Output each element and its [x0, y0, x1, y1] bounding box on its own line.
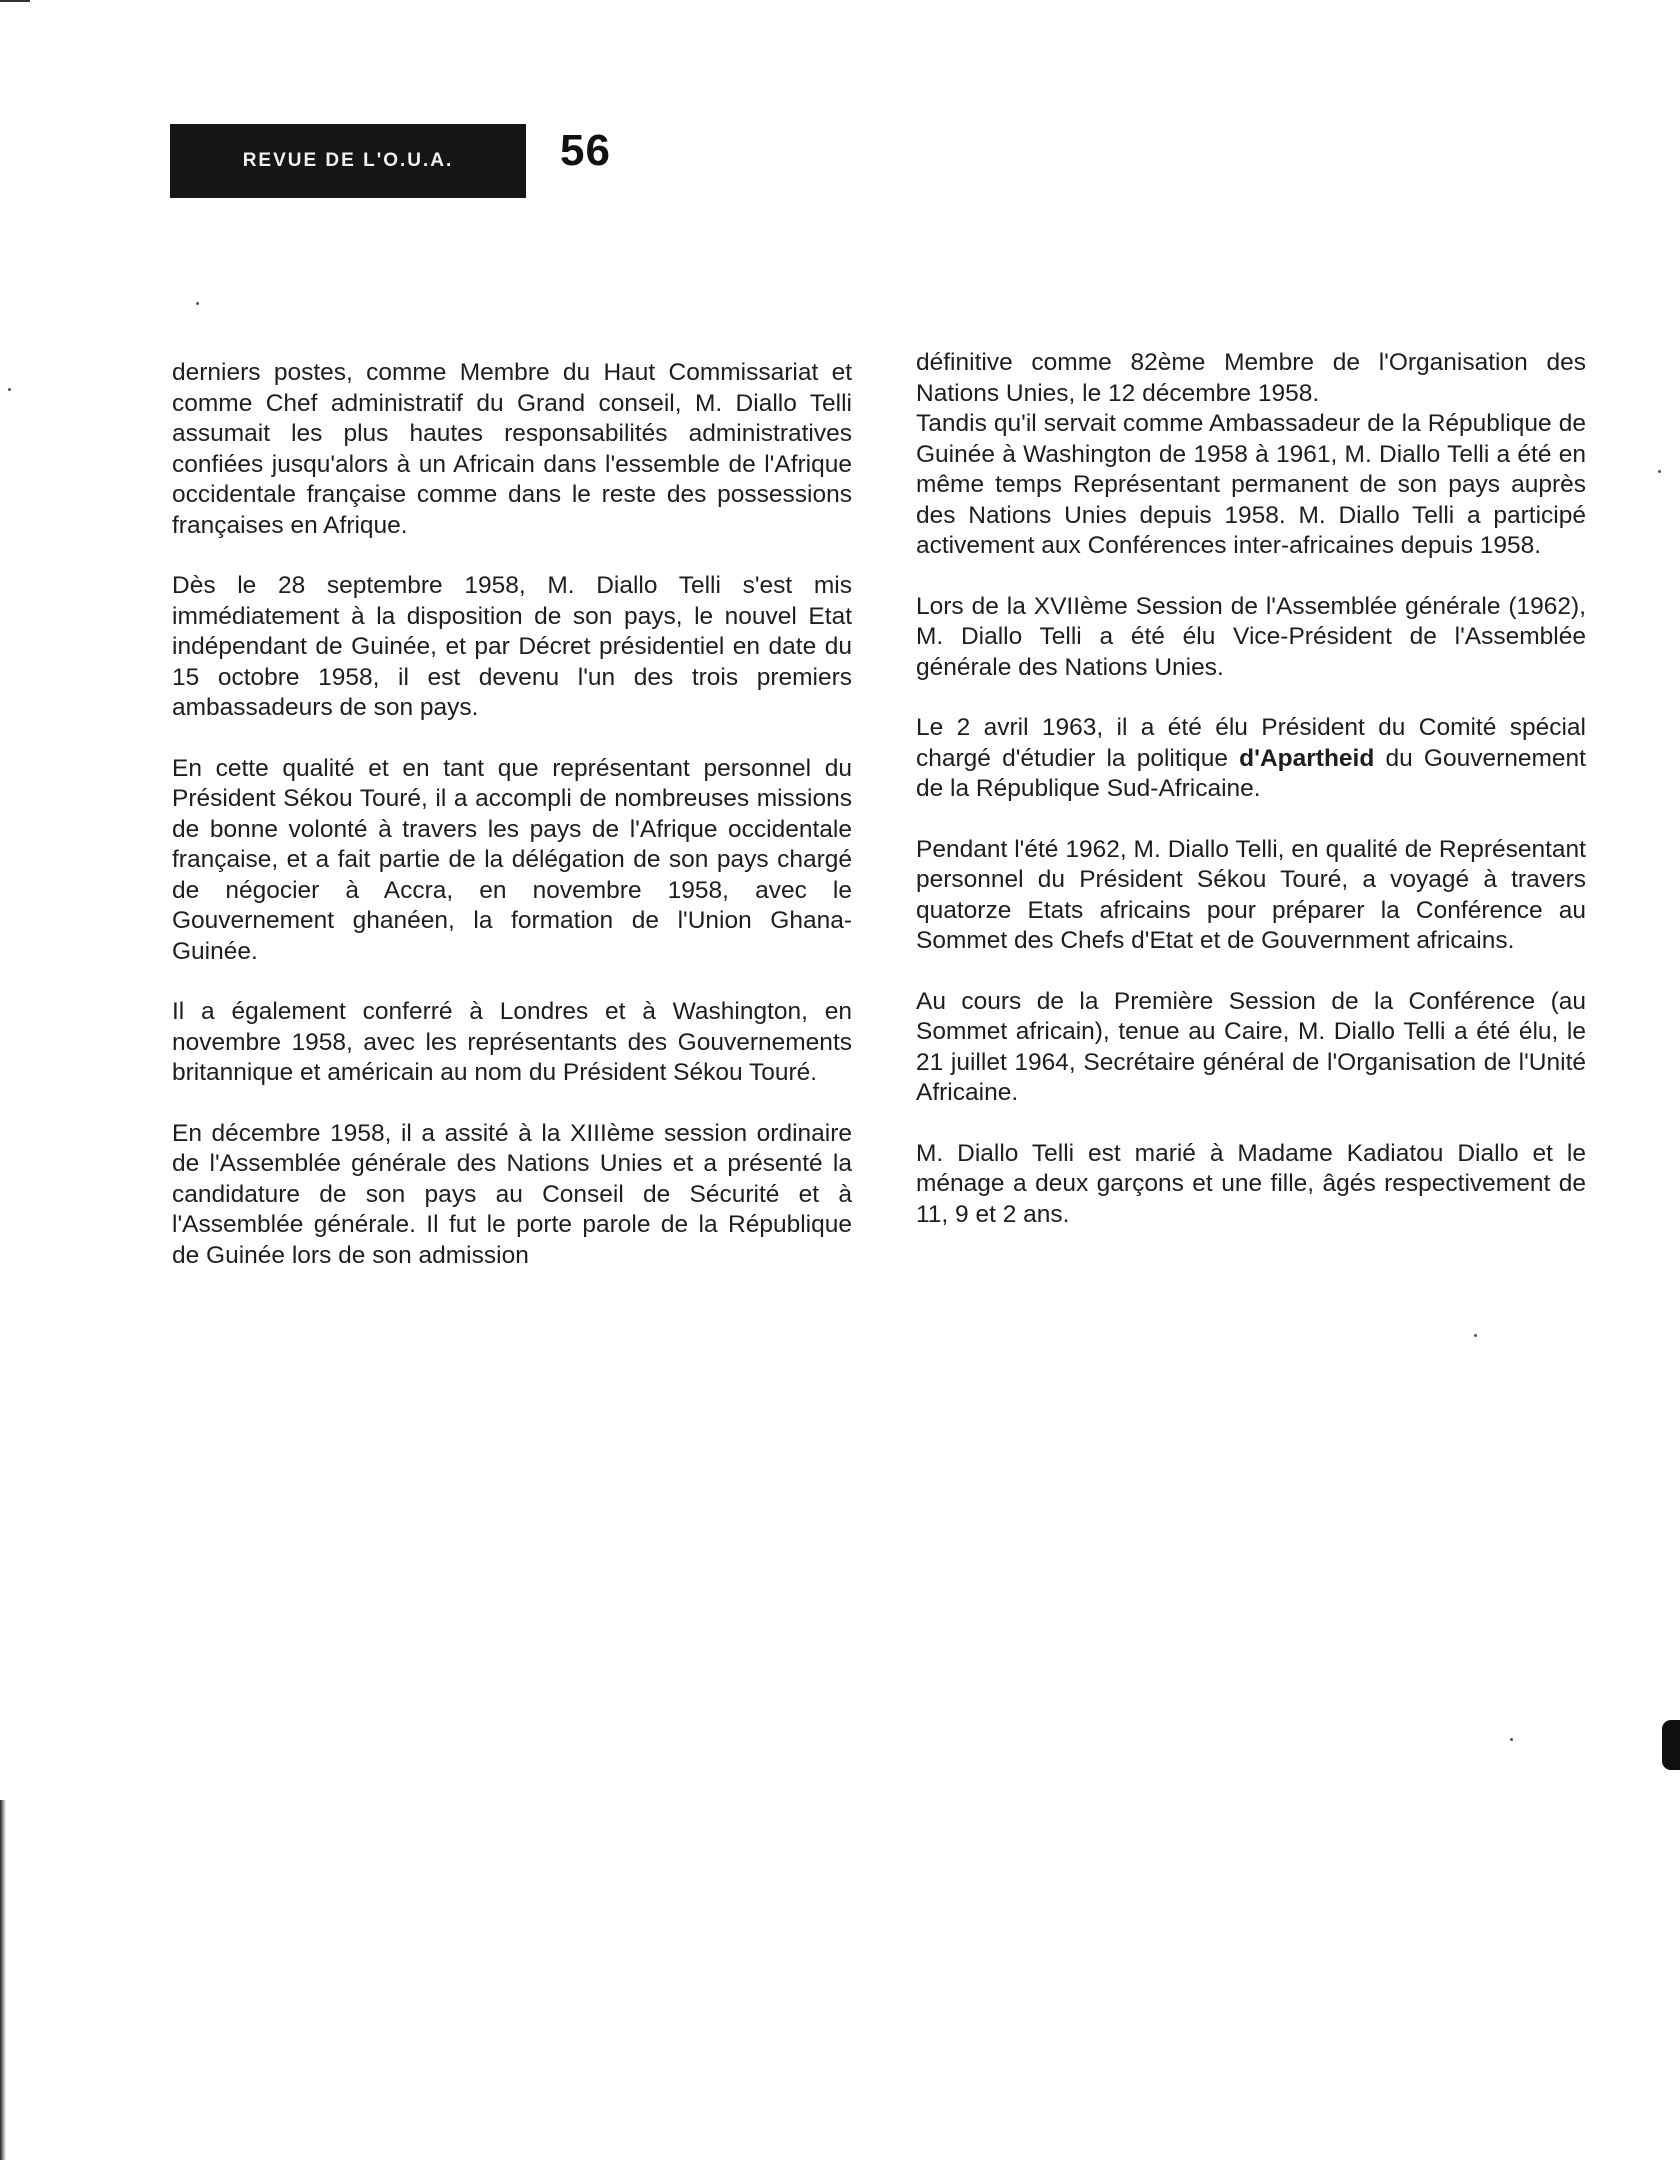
page-number: 56 — [560, 126, 611, 175]
paragraph: Au cours de la Première Session de la Conférence (au Sommet africain), tenue au Caire, M. Diallo Telli a été élu, le 21 juillet 1964, Secrétaire général de l'Organisation de l'Unité Africaine. — [916, 987, 1586, 1106]
paragraph-text: du Gouvernement de la République Sud-Africaine. — [916, 744, 1586, 802]
journal-header-bar — [170, 124, 526, 198]
scan-speck — [1474, 1334, 1477, 1337]
journal-label: REVUE DE L'O.U.A. — [242, 150, 454, 171]
paragraph: M. Diallo Telli est marié à Madame Kadiatou Diallo et le ménage a deux garçons et une fille, âgés respectivement de 11, 9 et 2 ans. — [916, 1139, 1586, 1228]
paragraph: Tandis qu'il servait comme Ambassadeur de la République de Guinée à Washington de 1958 à 1961, M. Diallo Telli a été en même temps Représentant permanent de son pays auprès des Nations Unies depuis 1958. M. Diallo Telli a participé activement aux Conférences inter-africaines depuis 1958. — [916, 410, 1586, 559]
bold-term: d'Apartheid — [1239, 744, 1375, 772]
scan-speck — [8, 388, 11, 391]
scan-speck — [1510, 1738, 1513, 1741]
paragraph: définitive comme 82ème Membre de l'Organisation des Nations Unies, le 12 décembre 1958. — [916, 349, 1586, 407]
paragraph: Pendant l'été 1962, M. Diallo Telli, en qualité de Représentant personnel du Président Sékou Touré, a voyagé à travers quatorze Etats africains pour préparer la Conférence au Sommet des Chefs d'Etat et de Gouvernment africains. — [916, 835, 1586, 954]
paragraph: derniers postes, comme Membre du Haut Commissariat et comme Chef administratif du Grand conseil, M. Diallo Telli assumait les plus hautes responsabilités administratives confiées jusqu'alors à un Africain dans l'essemble de l'Afrique occidentale française comme dans le reste des possessions françaises en Afrique. — [172, 359, 852, 539]
paragraph: Dès le 28 septembre 1958, M. Diallo Telli s'est mis immédiatement à la disposition de son pays, le nouvel Etat indépendant de Guinée, et par Décret présidentiel en date du 15 octobre 1958, il est devenu l'un des trois premiers ambassadeurs de son pays. — [172, 572, 852, 721]
paragraph: Lors de la XVIIème Session de l'Assemblée générale (1962), M. Diallo Telli a été élu Vice-Président de l'Assemblée générale des Nations Unies. — [916, 592, 1586, 681]
paragraph: Il a également conferré à Londres et à Washington, en novembre 1958, avec les représentants des Gouvernements britannique et américain au nom du Président Sékou Touré. — [172, 998, 852, 1086]
scan-edge-mark — [0, 0, 30, 2]
scan-edge-shadow — [0, 1800, 6, 2160]
paragraph: En décembre 1958, il a assité à la XIIIème session ordinaire de l'Assemblée générale des Nations Unies et a présenté la candidature de son pays au Conseil de Sécurité et à l'Assemblée générale. Il fut le porte parole de la République de Guinée lors de son admission — [172, 1119, 852, 1269]
left-column — [172, 358, 852, 1301]
scan-speck — [1658, 470, 1661, 473]
paragraph-text: Le 2 avril 1963, il a été élu Président du Comité spécial chargé d'étudier la politique — [916, 714, 1586, 772]
paragraph: En cette qualité et en tant que représentant personnel du Président Sékou Touré, il a accompli de nombreuses missions de bonne volonté à travers les pays de l'Afrique occidentale française, et a fait partie de la délégation de son pays chargé de négocier à Accra, en novembre 1958, avec le Gouvernement ghanéen, la formation de l'Union Ghana-Guinée. — [172, 754, 852, 965]
right-column — [916, 348, 1586, 1260]
scan-edge-notch — [1662, 1720, 1680, 1770]
paragraph — [916, 713, 1586, 805]
scan-speck — [196, 302, 199, 305]
